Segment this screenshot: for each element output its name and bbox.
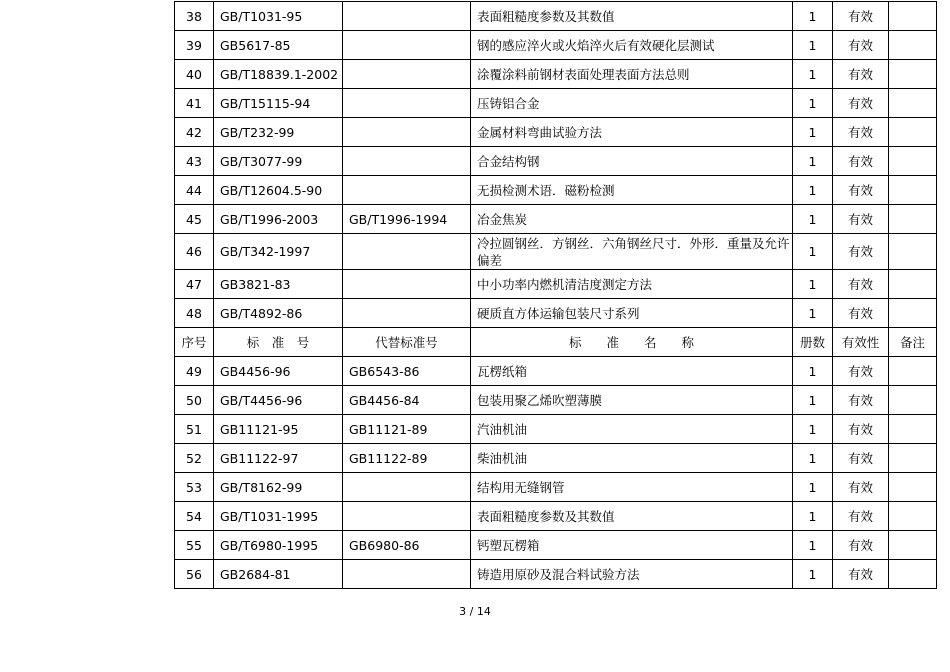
cell-volumes: 1: [793, 357, 833, 386]
table-row: [175, 270, 937, 299]
cell-remarks: [889, 531, 937, 560]
cell-volumes: 1: [793, 89, 833, 118]
cell-std-no: GB/T12604.5-90: [214, 176, 343, 205]
cell-std-no: GB5617-85: [214, 31, 343, 60]
cell-std-no: GB/T4892-86: [214, 299, 343, 328]
cell-replaced: [343, 118, 471, 147]
cell-volumes: 1: [793, 205, 833, 234]
cell-seq: 40: [175, 60, 214, 89]
cell-remarks: [889, 118, 937, 147]
table-row: [175, 89, 937, 118]
cell-name: 硬质直方体运输包装尺寸系列: [471, 299, 793, 328]
table-row: [175, 415, 937, 444]
cell-replaced: [343, 89, 471, 118]
cell-volumes: 1: [793, 118, 833, 147]
cell-remarks: [889, 89, 937, 118]
cell-volumes: 1: [793, 531, 833, 560]
cell-std-no: GB11122-97: [214, 444, 343, 473]
cell-seq: 52: [175, 444, 214, 473]
table-row: [175, 473, 937, 502]
cell-name: 合金结构钢: [471, 147, 793, 176]
cell-volumes: 1: [793, 386, 833, 415]
cell-replaced: [343, 473, 471, 502]
cell-volumes: 1: [793, 2, 833, 31]
cell-name: 铸造用原砂及混合料试验方法: [471, 560, 793, 589]
cell-replaced: [343, 560, 471, 589]
header-remarks: 备注: [889, 328, 937, 357]
header-seq: 序号: [175, 328, 214, 357]
cell-remarks: [889, 60, 937, 89]
cell-std-no: GB/T1996-2003: [214, 205, 343, 234]
cell-name: 表面粗糙度参数及其数值: [471, 502, 793, 531]
cell-name: 包装用聚乙烯吹塑薄膜: [471, 386, 793, 415]
cell-replaced: [343, 234, 471, 270]
cell-std-no: GB2684-81: [214, 560, 343, 589]
table-body-top: [175, 2, 937, 328]
cell-remarks: [889, 299, 937, 328]
cell-validity: 有效: [833, 31, 889, 60]
cell-validity: 有效: [833, 415, 889, 444]
table-row: [175, 386, 937, 415]
cell-std-no: GB/T342-1997: [214, 234, 343, 270]
cell-std-no: GB/T3077-99: [214, 147, 343, 176]
cell-validity: 有效: [833, 147, 889, 176]
cell-name: 钙塑瓦楞箱: [471, 531, 793, 560]
cell-validity: 有效: [833, 205, 889, 234]
cell-volumes: 1: [793, 473, 833, 502]
cell-name: 压铸铝合金: [471, 89, 793, 118]
table-row: [175, 2, 937, 31]
cell-volumes: 1: [793, 299, 833, 328]
cell-replaced: GB6980-86: [343, 531, 471, 560]
cell-seq: 50: [175, 386, 214, 415]
cell-seq: 48: [175, 299, 214, 328]
table-row: [175, 234, 937, 270]
cell-remarks: [889, 2, 937, 31]
cell-seq: 38: [175, 2, 214, 31]
cell-remarks: [889, 205, 937, 234]
table-row: [175, 357, 937, 386]
cell-remarks: [889, 386, 937, 415]
cell-std-no: GB/T1031-1995: [214, 502, 343, 531]
cell-seq: 42: [175, 118, 214, 147]
cell-seq: 53: [175, 473, 214, 502]
cell-volumes: 1: [793, 234, 833, 270]
cell-replaced: [343, 299, 471, 328]
cell-remarks: [889, 415, 937, 444]
cell-std-no: GB/T18839.1-2002: [214, 60, 343, 89]
cell-remarks: [889, 502, 937, 531]
standards-table: [174, 1, 937, 589]
cell-std-no: GB11121-95: [214, 415, 343, 444]
table-row: [175, 147, 937, 176]
table-row: [175, 176, 937, 205]
cell-seq: 46: [175, 234, 214, 270]
header-name: 标 准 名 称: [471, 328, 793, 357]
cell-std-no: GB/T15115-94: [214, 89, 343, 118]
cell-validity: 有效: [833, 270, 889, 299]
cell-replaced: [343, 502, 471, 531]
cell-replaced: [343, 60, 471, 89]
cell-volumes: 1: [793, 176, 833, 205]
cell-std-no: GB/T1031-95: [214, 2, 343, 31]
cell-validity: 有效: [833, 531, 889, 560]
cell-replaced: [343, 270, 471, 299]
cell-replaced: [343, 147, 471, 176]
table-row: [175, 118, 937, 147]
cell-name: 瓦楞纸箱: [471, 357, 793, 386]
cell-validity: 有效: [833, 444, 889, 473]
cell-validity: 有效: [833, 176, 889, 205]
cell-volumes: 1: [793, 415, 833, 444]
cell-seq: 56: [175, 560, 214, 589]
cell-volumes: 1: [793, 560, 833, 589]
cell-remarks: [889, 31, 937, 60]
cell-name: 金属材料弯曲试验方法: [471, 118, 793, 147]
table-row: [175, 560, 937, 589]
cell-volumes: 1: [793, 502, 833, 531]
cell-name: 柴油机油: [471, 444, 793, 473]
cell-replaced: GB6543-86: [343, 357, 471, 386]
cell-name: 涂覆涂料前钢材表面处理表面方法总则: [471, 60, 793, 89]
cell-name: 汽油机油: [471, 415, 793, 444]
cell-remarks: [889, 234, 937, 270]
cell-seq: 47: [175, 270, 214, 299]
cell-validity: 有效: [833, 502, 889, 531]
table-row: [175, 502, 937, 531]
cell-volumes: 1: [793, 147, 833, 176]
cell-name: 冶金焦炭: [471, 205, 793, 234]
cell-remarks: [889, 270, 937, 299]
cell-validity: 有效: [833, 473, 889, 502]
cell-validity: 有效: [833, 357, 889, 386]
cell-remarks: [889, 473, 937, 502]
header-row: [175, 328, 937, 357]
table-row: [175, 444, 937, 473]
cell-name: 结构用无缝钢管: [471, 473, 793, 502]
header-validity: 有效性: [833, 328, 889, 357]
cell-validity: 有效: [833, 60, 889, 89]
cell-validity: 有效: [833, 2, 889, 31]
cell-name: 钢的感应淬火或火焰淬火后有效硬化层测试: [471, 31, 793, 60]
cell-replaced: [343, 2, 471, 31]
cell-volumes: 1: [793, 444, 833, 473]
cell-validity: 有效: [833, 234, 889, 270]
cell-remarks: [889, 176, 937, 205]
cell-std-no: GB3821-83: [214, 270, 343, 299]
cell-name: 冷拉圆钢丝．方钢丝．六角钢丝尺寸．外形．重量及允许偏差: [471, 234, 793, 270]
header-volumes: 册数: [793, 328, 833, 357]
table-row: [175, 205, 937, 234]
cell-seq: 45: [175, 205, 214, 234]
cell-replaced: GB/T1996-1994: [343, 205, 471, 234]
cell-validity: 有效: [833, 89, 889, 118]
cell-name: 中小功率内燃机清洁度测定方法: [471, 270, 793, 299]
cell-replaced: [343, 176, 471, 205]
table-row: [175, 31, 937, 60]
cell-std-no: GB/T8162-99: [214, 473, 343, 502]
cell-seq: 49: [175, 357, 214, 386]
cell-seq: 39: [175, 31, 214, 60]
cell-seq: 41: [175, 89, 214, 118]
header-replaced: 代替标准号: [343, 328, 471, 357]
table-header: [175, 328, 937, 357]
cell-validity: 有效: [833, 118, 889, 147]
cell-validity: 有效: [833, 299, 889, 328]
cell-volumes: 1: [793, 270, 833, 299]
cell-std-no: GB/T6980-1995: [214, 531, 343, 560]
cell-std-no: GB4456-96: [214, 357, 343, 386]
cell-name: 无损检测术语．磁粉检测: [471, 176, 793, 205]
table-row: [175, 531, 937, 560]
cell-seq: 43: [175, 147, 214, 176]
cell-remarks: [889, 357, 937, 386]
table-row: [175, 299, 937, 328]
cell-name: 表面粗糙度参数及其数值: [471, 2, 793, 31]
cell-remarks: [889, 444, 937, 473]
cell-seq: 54: [175, 502, 214, 531]
cell-validity: 有效: [833, 560, 889, 589]
cell-remarks: [889, 147, 937, 176]
cell-seq: 44: [175, 176, 214, 205]
cell-validity: 有效: [833, 386, 889, 415]
cell-remarks: [889, 560, 937, 589]
cell-replaced: GB11122-89: [343, 444, 471, 473]
cell-seq: 51: [175, 415, 214, 444]
cell-std-no: GB/T4456-96: [214, 386, 343, 415]
table-row: [175, 60, 937, 89]
cell-volumes: 1: [793, 60, 833, 89]
cell-replaced: GB11121-89: [343, 415, 471, 444]
cell-replaced: GB4456-84: [343, 386, 471, 415]
cell-volumes: 1: [793, 31, 833, 60]
cell-std-no: GB/T232-99: [214, 118, 343, 147]
header-std-no: 标 准 号: [214, 328, 343, 357]
table-body-bottom: [175, 357, 937, 589]
cell-replaced: [343, 31, 471, 60]
page-number: 3 / 14: [459, 605, 491, 618]
cell-seq: 55: [175, 531, 214, 560]
